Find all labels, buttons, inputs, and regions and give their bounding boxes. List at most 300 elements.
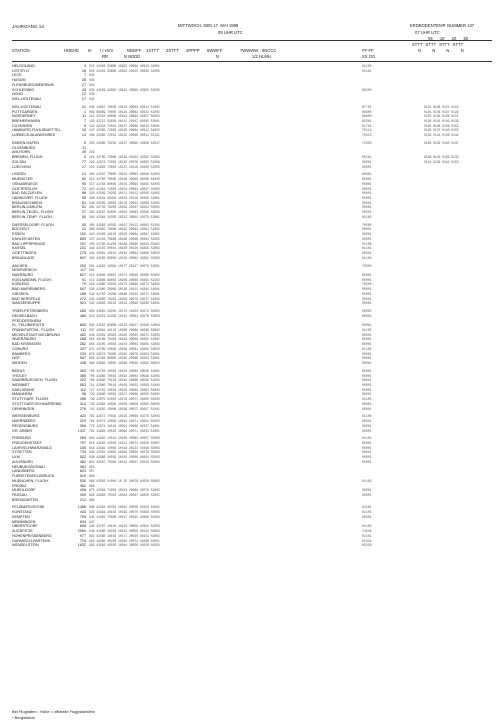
station-code-block: 893 42962 70303 10184 20047 40256 52002	[89, 492, 160, 497]
station-code-block: 962 42560 10102 10171 20030 40154 56002	[89, 533, 160, 538]
station-height: 51	[81, 205, 86, 210]
station-height: 366	[79, 423, 86, 428]
station-value: 01100	[362, 524, 372, 529]
station-name: FUERSTENFELDBRUCK	[12, 474, 55, 479]
station-code-block: 427 42103 70609 10166 20098 40304 52002	[89, 236, 160, 241]
station-group	[12, 309, 492, 366]
station-height: 921	[79, 301, 86, 306]
station-height: 231	[79, 246, 86, 251]
station-height: 27	[81, 82, 86, 87]
station-height: 443	[79, 510, 86, 515]
station-name: WEISSENBURG	[12, 414, 40, 419]
station-code-block: 838 42966 10502 10184 20069 40264 55003	[89, 455, 160, 460]
station-code-block: 348 43509 10602 10179 20094 40296 53002	[89, 200, 160, 205]
station-code-block: 946 41960 10223 10223 20058 40142 55603	[89, 529, 160, 534]
station-name: MUENSTER	[12, 177, 33, 182]
station-name: BREMEN, FLUGH.	[12, 155, 44, 160]
volume-label: JAHRGANG 14	[12, 24, 44, 29]
station-code-block: 410 43406 10102 10193 20094 40287 52001	[89, 232, 160, 237]
station-value: 00001	[362, 287, 372, 292]
station-value: 06200	[362, 87, 372, 92]
station-value: 00001	[362, 492, 372, 497]
station-value: 00001	[362, 441, 372, 446]
station-group	[12, 141, 492, 169]
station-height: 734	[79, 450, 86, 455]
station-name: ULM	[12, 455, 20, 460]
soil-depths: 05 10 20 50	[428, 36, 469, 41]
station-row	[12, 165, 492, 170]
station-height: 43	[81, 87, 86, 92]
station-name: OLDENBURG	[12, 145, 36, 150]
station-height: 12	[81, 92, 86, 97]
station-name: STOETTEN	[12, 450, 32, 455]
station-row	[12, 301, 492, 306]
station-name: HELGOLAND	[12, 64, 35, 68]
station-name: FLENSBURG/MEIERWIK	[12, 82, 55, 87]
station-value: 00001	[362, 378, 372, 383]
station-height: 2960	[77, 529, 86, 534]
station-value: 00001	[362, 227, 372, 232]
soil-temp-header: ERDBODENTEMP. NUMMER 137	[410, 23, 475, 28]
station-height: 396	[79, 397, 86, 402]
station-height: 530	[79, 478, 86, 483]
station-value: 00001	[362, 301, 372, 306]
station-code-block: 229 42673 72002 10140 20076 40302 52006	[89, 159, 160, 164]
station-name: MUEHLDORF	[12, 488, 36, 493]
soil-temp-values: 0138 0137 0140 0153	[424, 128, 459, 133]
station-height: 839	[79, 236, 86, 241]
station-code-block: 510 42840 40007 10172 20049 40286 50002	[89, 272, 160, 277]
col-erde: STTT STTT STTT STTT	[412, 42, 464, 47]
station-code-block: 875 42962 71003 10213 20088 40272 52003	[89, 488, 160, 493]
station-value: 01103	[362, 214, 372, 219]
station-name: MICHELSTADT/VIELBRUNN	[12, 332, 60, 337]
station-name: GR. ARBER	[12, 428, 33, 433]
station-name: BAD HERSFELD	[12, 296, 41, 301]
station-row	[12, 256, 492, 261]
station-height: 268	[79, 337, 86, 342]
station-name: LUECHOW	[12, 164, 31, 169]
station-value: 04101	[362, 505, 372, 510]
station-code-block: 671 42705 10003 10209 20061 40262 53003	[89, 346, 160, 351]
station-value: 00001	[362, 382, 372, 387]
station-code-block: 688 43963 10002 10196 20046 40282 56004	[89, 360, 160, 365]
col-rr-unit: RR	[102, 54, 109, 59]
station-name: BREMGARTEN	[12, 497, 38, 502]
station-height: 49	[81, 150, 86, 155]
station-name: KEMPTEN	[12, 514, 30, 519]
col-wwff: 5WWFF	[207, 48, 223, 53]
station-value: 01501	[362, 119, 372, 123]
station-name: KONSTANZ	[12, 510, 32, 515]
station-code-block: 305 42597 70605 10153 20093 40296 51003	[89, 172, 160, 177]
station-value: 01104	[362, 255, 372, 260]
station-value: 71003	[362, 140, 372, 145]
col-sttt2: 2STTT	[166, 48, 179, 53]
station-height: 26	[81, 68, 86, 73]
station-value: 00001	[362, 455, 372, 460]
time-label: 09 UHR UTC	[218, 30, 243, 35]
station-row	[12, 97, 492, 102]
station-height: 438	[79, 360, 86, 365]
station-height: 45	[81, 222, 86, 227]
station-name: MANNHEIM	[12, 392, 33, 397]
station-name: CUXHAVEN	[12, 123, 33, 128]
station-value: 00001	[362, 445, 372, 450]
station-code-block: 908 42303 40304 10042 20050 40103 55002	[89, 505, 160, 510]
station-code-block: 325 42509 70203 10171 20113 40290 54002	[89, 191, 160, 196]
col-xx: XX GG	[362, 54, 376, 59]
station-value: 00001	[362, 186, 372, 191]
station-group	[12, 64, 492, 102]
station-height: 155	[79, 445, 86, 450]
station-code-block: 131 42342 72501 10127 20096 40313 53001	[89, 123, 160, 128]
station-name: DEUSELBACH	[12, 313, 38, 318]
station-name: HANNOVER, FLUGH.	[12, 195, 49, 200]
station-value: 75023	[362, 133, 372, 138]
station-value: 01100	[362, 414, 372, 419]
station-name: LANDSBERG	[12, 469, 35, 474]
station-code-block: 609 42963 20204 10175 20103 40272 50002	[89, 309, 160, 314]
station-value: 00001	[362, 406, 372, 411]
station-height: 705	[79, 514, 86, 519]
station-height: 91	[81, 277, 86, 282]
station-name: COBURG	[12, 346, 29, 351]
station-name: WASSERKUPPE	[12, 301, 41, 306]
station-value: 01101	[362, 68, 372, 73]
station-code-block: 708 42960 70103 10164 20086 40596 51002	[89, 378, 160, 383]
station-value: 00001	[362, 164, 372, 169]
station-code-block: 708 42960 70504 10163 20084 40596 51003	[89, 373, 160, 378]
station-code-block: 836 42501 10002 10204 20050 40276 55003	[89, 450, 160, 455]
station-code-block: 033	[89, 82, 95, 87]
station-value: 00001	[362, 387, 372, 392]
station-value: 00001	[362, 423, 372, 428]
station-height: 17	[81, 97, 86, 102]
station-name: STUTTGART, FLUGH.	[12, 397, 50, 402]
station-height: 522	[79, 455, 86, 460]
station-code-block: 635 41967 80608 10133 20027 40196 52004	[89, 323, 160, 328]
col-iii: III	[88, 48, 92, 53]
station-name: HOHENPEISSENBERG	[12, 533, 52, 538]
station-height: 269	[79, 436, 86, 441]
station-height: 5	[83, 123, 86, 128]
col-n: N	[216, 54, 220, 59]
station-value: 00001	[362, 459, 372, 464]
station-code-block: 818 42962 10002 10194 20124 40266 55003	[89, 445, 160, 450]
station-height: 98	[81, 191, 86, 196]
station-value: 01105	[362, 241, 372, 246]
station-name: HUSUM	[12, 78, 26, 83]
station-name: KIEL-HOLTENAU	[12, 97, 42, 102]
station-code-block: 113 42342 40006 10914 20083 40357 50003	[89, 114, 160, 119]
station-height: 157	[79, 241, 86, 246]
station-code-block: 648 42591 10304 10182 20033 40271 53003	[89, 332, 160, 337]
station-value: 00001	[362, 401, 372, 406]
station-code-block: 045	[89, 97, 95, 102]
station-height: 14	[81, 133, 86, 138]
station-name: BERLIN-DAHLEM	[12, 205, 42, 210]
station-value: 00001	[362, 191, 372, 196]
footer-note-height: Bei Flughäfen : Höhe = offizielle Flugplatzhöhe	[12, 709, 95, 714]
station-height: 31	[81, 104, 86, 109]
station-height: 28	[81, 78, 86, 83]
station-height: 623	[79, 469, 86, 474]
station-height: 95	[81, 181, 86, 186]
station-height: 50	[81, 214, 86, 219]
station-value: 00001	[362, 205, 372, 210]
station-height: 11	[82, 114, 86, 119]
station-value: 00001	[362, 360, 372, 365]
col-nddff: NDDFF	[127, 48, 142, 53]
station-height: 977	[79, 533, 86, 538]
soil-temp-values: 0136 0141 0146 0142	[424, 133, 459, 138]
station-value: 74546	[362, 529, 372, 534]
station-height: 117	[80, 268, 86, 273]
station-height: 519	[79, 474, 86, 479]
station-value: 00001	[362, 296, 372, 301]
station-value: 00001	[362, 332, 372, 337]
station-height: 1832	[77, 543, 86, 548]
station-height: 462	[79, 459, 86, 464]
station-code-block: 727 42702 10504 10150 20088 40261 54003	[89, 387, 160, 392]
station-value: 00001	[362, 368, 372, 373]
station-height: 322	[79, 378, 86, 383]
station-height: 175	[79, 250, 86, 255]
station-code-block: 776 42671 10102 10201 20060 40257 51001	[89, 423, 160, 428]
station-name: KL. FELDBERG/TS.	[12, 323, 46, 328]
station-height: 1486	[77, 505, 86, 510]
station-code-block: 738 42675 52003 10176 20071 40260 55003	[89, 397, 160, 402]
station-value: 00001	[362, 337, 372, 342]
station-code-block: 655 43109 70404 10193 20066 40262 52002	[89, 337, 160, 342]
station-height: 406	[79, 488, 86, 493]
station-value: 70500	[362, 282, 372, 287]
station-name: GIESSEN	[12, 291, 29, 296]
station-code-block: 742 42920 10006 10199 20072 40267 51001	[89, 406, 160, 411]
station-name: WUERZBURG	[12, 337, 37, 342]
station-value: 70113	[362, 128, 372, 133]
station-group	[12, 172, 492, 219]
station-code-block: 685 42462 80605 10185 20086 40283 53001	[89, 356, 160, 361]
station-code-block: 147 42565 72003 10125 20094 40312 54002	[89, 128, 160, 133]
station-name: BAD SALZUFLEN	[12, 191, 42, 196]
station-name: ERDING	[12, 483, 27, 488]
station-name: THOLEY	[12, 373, 27, 378]
station-name: FREIBURG	[12, 436, 32, 441]
station-name: BERUS	[12, 368, 25, 373]
col-erde-sub: N N N N	[418, 48, 464, 53]
station-height: 202	[79, 263, 86, 268]
station-height: 81	[81, 200, 86, 205]
station-name: OSNABRUECK	[12, 181, 38, 186]
soil-temp-values: 0135 0136 0137 0129	[424, 109, 459, 114]
station-height: 452	[79, 332, 86, 337]
station-name: LECK	[12, 73, 22, 78]
station-height: 797	[79, 441, 86, 446]
station-code-block: 022	[89, 73, 95, 78]
station-code-block: 658 43105 10003 10210 20083 40265 53002	[89, 342, 160, 347]
soil-temp-values: 0135 0135 0136 0137	[424, 114, 459, 119]
station-code-block: 532 42702 10206 10166 20103 40271 52001	[89, 291, 160, 296]
station-value: 00001	[362, 309, 372, 314]
station-height: 77	[81, 159, 86, 164]
station-code-block: 853	[89, 464, 95, 469]
station-value: 01105	[362, 510, 372, 515]
col-sttt: 1STTT	[146, 48, 159, 53]
station-name: NOERVENICH	[12, 268, 37, 273]
station-row	[12, 407, 492, 412]
header-rule-top	[12, 40, 492, 41]
station-value: 70500	[362, 222, 372, 227]
station-code-block: 035 42559 42002 10922 20096 40303 52005	[89, 87, 160, 92]
station-name: HOF	[12, 356, 20, 361]
station-name: AHLHORN	[12, 150, 31, 155]
station-name: MUENCHEN, FLUGH.	[12, 478, 49, 483]
station-height: 553	[79, 382, 86, 387]
station-code-block: 338 42541 80403 10150 20116 40299 53001	[89, 195, 160, 200]
col-fff: FF-FF	[362, 48, 374, 53]
station-name: ESSEN	[12, 232, 25, 237]
station-name: SOLTAU	[12, 159, 27, 164]
col-pppp: 4PPPP	[186, 48, 200, 53]
station-value: 00001	[362, 277, 372, 282]
station-height: 5	[83, 140, 86, 145]
station-name: AUGSBURG	[12, 459, 34, 464]
station-name: LAHR/SCHWARZWALD	[12, 445, 52, 450]
station-value: 00001	[362, 236, 372, 241]
station-code-block: 516 41960 10202 10173 20089 40272 54002	[89, 282, 160, 287]
station-code-block: 866 42963 41004 10 32 20078 40258 56002	[89, 478, 160, 483]
station-value: 01105	[362, 397, 372, 402]
station-name: HOHN	[12, 92, 23, 97]
station-value: 00001	[362, 450, 372, 455]
station-name: FRANKFURT/M., FLUGH.	[12, 327, 55, 332]
station-code-block: 714 42960 70103 10164 20033 40299 51004	[89, 382, 160, 387]
station-name: BERLIN-TEMP., FLUGH.	[12, 214, 53, 219]
station-value: 00001	[362, 250, 372, 255]
station-name: BERLIN-TEGEL, FLUGH.	[12, 210, 55, 215]
station-value: 01101	[362, 246, 372, 251]
station-name: NEUBURG/DONAU	[12, 464, 45, 469]
station-height: 96	[81, 392, 86, 397]
station-value: 05101	[362, 155, 372, 160]
station-value: 87/01	[362, 104, 372, 109]
station-group	[12, 264, 492, 306]
station-height: 21	[81, 227, 86, 232]
station-height: 37	[81, 210, 86, 215]
station-value: 01702	[362, 123, 372, 128]
station-height: 363	[79, 368, 86, 373]
station-name: KARLSRUHE	[12, 387, 35, 392]
station-name: PUTTGARDEN	[12, 109, 38, 114]
station-name: EMDEN-HAFEN	[12, 140, 40, 145]
station-code-block: 502	[89, 268, 95, 273]
station-name: BAD MARIENBERG	[12, 287, 46, 292]
station-height: 719	[79, 538, 86, 543]
station-height: 70	[81, 282, 86, 287]
station-code-block: 129 42712 63026 10131 20107 40305 53001	[89, 119, 160, 123]
station-height: 7	[83, 73, 86, 78]
station-height: 567	[79, 356, 86, 361]
station-name: MEMMINGEN	[12, 519, 36, 524]
station-code-block: 803 42663 10524 10186 20083 40267 55003	[89, 436, 160, 441]
station-height: 21	[81, 172, 86, 177]
station-name: OBERSTDORF	[12, 524, 38, 529]
station-code-block: 384 42364 10303 10213 20092 40279 52001	[89, 214, 160, 219]
station-height: 276	[79, 406, 86, 411]
col-ihvv: I I HVV	[100, 48, 114, 53]
station-code-block: 038	[89, 92, 95, 97]
station-value: 00001	[362, 342, 372, 347]
station-value: 01102	[362, 478, 372, 483]
station-name: NORDERNEY	[12, 114, 36, 119]
station-name: BAD LIPPSPRINGE	[12, 241, 46, 246]
station-name: FELDBERG/SCHW.	[12, 505, 45, 510]
station-name: GOETTINGEN	[12, 250, 37, 255]
station-value: 01101	[362, 533, 372, 538]
station-name: SCHLESWIG	[12, 87, 35, 92]
station-height: 11	[82, 145, 86, 150]
station-code-block: 675 43973 70405 10222 20079 40263 54001	[89, 351, 160, 356]
station-height: 627	[79, 272, 86, 277]
station-name: KASSEL	[12, 246, 27, 251]
station-code-block: 858	[89, 474, 95, 479]
station-name: PFEDDERSHEIM	[12, 318, 42, 323]
station-code-block: 406 42962 70606 10192 20092 40292 52002	[89, 227, 160, 232]
station-code-block: 026	[89, 78, 95, 83]
station-name: TRIER-PETRISBERG	[12, 309, 49, 314]
station-code-block: 382 43587 59003 10202 20093 40290 52003	[89, 210, 160, 215]
col-ww: 7WWWW	[240, 48, 259, 53]
station-name: WEINBIET	[12, 382, 30, 387]
station-code-block: 544 43962 10102 10113 20096 40289 53001	[89, 301, 160, 306]
station-height: 1	[83, 109, 86, 114]
station-height: 16	[81, 128, 86, 133]
station-code-block: 852 42567 70404 10213 20047 40249 55003	[89, 459, 160, 464]
station-code-block: 815 42562 43502 10211 20071 40330 55007	[89, 441, 160, 446]
station-name: LINGEN	[12, 172, 26, 177]
station-code-block: 857	[89, 469, 95, 474]
station-value: 00001	[362, 514, 372, 519]
soil-temp-values: 0136 0142 0139 0133	[424, 155, 459, 160]
station-name: STUTTGART/SCHNARRENB.	[12, 401, 62, 406]
station-value: 02344	[362, 538, 372, 543]
station-row	[12, 543, 492, 548]
station-value: 00001	[362, 200, 372, 205]
station-code-block: 430 42760 81203 10180 20095 40283 55002	[89, 241, 160, 246]
station-value: 00001	[362, 428, 372, 433]
station-height: 186	[79, 291, 86, 296]
station-row	[12, 429, 492, 434]
station-value: 00001	[362, 210, 372, 215]
station-code-block: 526 42400 20909 10136 20132 40284 54001	[89, 287, 160, 292]
station-height: 337	[79, 346, 86, 351]
station-height: 547	[79, 287, 86, 292]
station-value: 00001	[362, 488, 372, 493]
station-code-block: 444 42661 10102 10163 20094 40286 53003	[89, 250, 160, 255]
station-name: KOBLENZ	[12, 282, 30, 287]
station-name: FREUDENSTADT	[12, 441, 42, 446]
station-code-block: 312 42700 70505 10166 20099 40286 54003	[89, 177, 160, 182]
station-height: 5	[83, 155, 86, 160]
station-code-block: 513 43966 89002 10209 20088 40281 52102	[89, 277, 160, 282]
station-name: OEHRINGEN	[12, 406, 35, 411]
station-table	[12, 64, 492, 551]
station-name: GUETERSLOH	[12, 186, 38, 191]
station-code-block: 320 41401 72004 10153 20093 40297 55003	[89, 186, 160, 191]
station-value: 00001	[362, 177, 372, 182]
